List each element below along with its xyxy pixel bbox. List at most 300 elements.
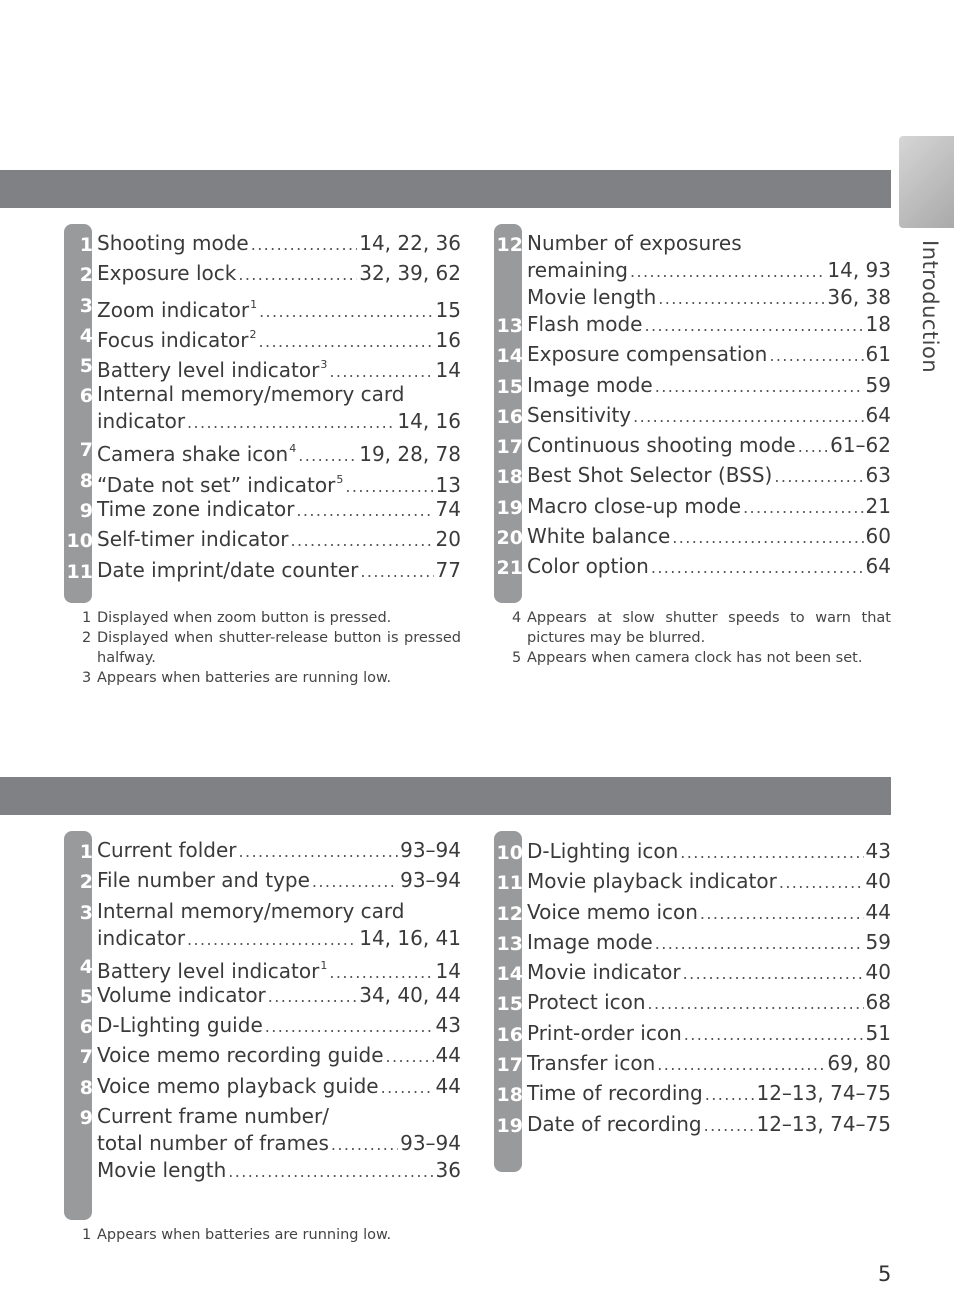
entry-label: [527, 989, 646, 1016]
legend-item: [496, 311, 891, 341]
item-number: 5: [79, 355, 93, 378]
entry-label: [97, 466, 343, 499]
footnote-marker: 4: [289, 442, 297, 456]
entry-label: [97, 925, 185, 952]
entry-line: [527, 523, 891, 550]
entry-line: [97, 351, 461, 383]
legend-item: [496, 341, 891, 371]
entry-label: [527, 899, 698, 926]
leader-dots: [743, 494, 863, 521]
leader-dots: [633, 403, 863, 430]
entry-label-text: Movie length: [97, 1158, 227, 1183]
legend-item: [496, 1080, 891, 1110]
page-reference: 34, 40, 44: [359, 982, 461, 1007]
entry-label-text: Transfer icon: [527, 1051, 656, 1076]
entry-line: [527, 1020, 891, 1047]
legend-item: [79, 381, 461, 435]
entry-line: [97, 526, 461, 553]
leader-dots: [769, 342, 863, 369]
entry-label-text: Movie playback indicator: [527, 869, 777, 894]
entry-label: [97, 557, 358, 584]
entry-label: [527, 1050, 655, 1077]
page-reference: 12–13, 74–75: [756, 1081, 891, 1106]
entry-label-text: Exposure lock: [97, 261, 237, 286]
page-reference: 43: [435, 1013, 461, 1038]
page-reference: 40: [865, 869, 891, 894]
entry-line: [97, 321, 461, 352]
entry-line: [527, 1080, 891, 1107]
entry-line: [97, 982, 461, 1009]
legend-item: [496, 462, 891, 492]
entry-label: [527, 284, 656, 311]
entry-label: [97, 321, 257, 354]
page-reference: 60: [865, 524, 891, 549]
leader-dots: [645, 312, 864, 339]
shooting-legend-left: [66, 230, 461, 587]
item-number: 1: [79, 234, 93, 256]
entry-label: [527, 523, 670, 550]
item-number: 16: [496, 1023, 523, 1046]
item-number: 16: [496, 405, 523, 428]
leader-dots: [672, 524, 863, 551]
entry-line: [527, 432, 891, 459]
page-reference: 16: [435, 327, 461, 352]
leader-dots: [238, 261, 357, 288]
playback-footnotes-left: [82, 1225, 461, 1245]
entry-label-text: D-Lighting icon: [527, 839, 679, 863]
entry-line: [527, 1050, 891, 1077]
page-reference: 12–13, 74–75: [756, 1111, 891, 1136]
entry-label-text: indicator: [97, 925, 186, 950]
entry-label-text: indicator: [97, 409, 186, 434]
legend-item: [79, 898, 461, 952]
item-number: 13: [496, 315, 523, 337]
item-number: 17: [496, 436, 523, 459]
leader-dots: [651, 554, 864, 581]
legend-item: [496, 838, 891, 868]
page-reference: 18: [865, 312, 891, 336]
leader-dots: [331, 1131, 398, 1158]
footnote-text: Appears when batteries are running low.: [97, 1227, 392, 1243]
entry-label: [97, 260, 236, 287]
entry-label-text: Time zone indicator: [97, 497, 295, 522]
shooting-footnotes-right: [512, 608, 891, 668]
page-reference: 44: [435, 1043, 461, 1068]
entry-label-text: Number of exposures: [527, 231, 742, 255]
leader-dots: [655, 373, 864, 400]
entry-label-text: Flash mode: [527, 312, 643, 336]
entry-label-text: total number of frames: [97, 1131, 329, 1156]
entry-label: [97, 291, 257, 324]
item-number: 4: [79, 955, 93, 978]
entry-label: [97, 867, 310, 894]
entry-label: [527, 553, 649, 580]
legend-item: [79, 1012, 461, 1042]
page-reference: 63: [865, 463, 891, 488]
entry-line: [97, 837, 461, 864]
entry-label: [97, 496, 294, 523]
page-reference: 64: [865, 402, 891, 427]
item-number: 5: [79, 985, 93, 1008]
entry-label: [97, 952, 327, 985]
item-number: 3: [79, 901, 93, 924]
legend-item: [496, 402, 891, 432]
entry-label: [97, 435, 296, 468]
leader-dots: [251, 231, 358, 258]
entry-label: [527, 929, 653, 956]
entry-label: [527, 402, 631, 429]
section-header-band-playback: [0, 777, 891, 815]
item-number: 6: [79, 1016, 93, 1039]
legend-item: [79, 435, 461, 467]
entry-label-text: Battery level indicator: [97, 958, 320, 983]
page-number: 5: [878, 1262, 892, 1286]
entry-label: [527, 838, 678, 865]
legend-item: [496, 929, 891, 959]
entry-label-text: Voice memo playback guide: [97, 1073, 379, 1098]
item-number: 21: [496, 557, 523, 580]
item-number: 19: [496, 1114, 523, 1137]
legend-item: [79, 351, 461, 383]
leader-dots: [680, 839, 863, 866]
page-reference: 44: [435, 1073, 461, 1098]
footnote-text: Appears when camera clock has not been set.: [527, 650, 863, 666]
entry-label: [97, 898, 404, 925]
item-number: 18: [496, 1084, 523, 1107]
playback-legend-left: [79, 837, 461, 1184]
entry-label-text: “Date not set” indicator: [97, 472, 336, 497]
entry-label: [527, 432, 796, 459]
item-number: 12: [496, 234, 523, 256]
entry-line: [97, 1012, 461, 1039]
section-tab: [899, 136, 954, 228]
page-reference: 44: [865, 899, 891, 924]
entry-line: [527, 553, 891, 580]
page-reference: 32, 39, 62: [359, 261, 461, 286]
entry-line: [97, 291, 461, 322]
leader-dots: [239, 838, 399, 865]
leader-dots: [381, 1074, 434, 1101]
entry-line: [527, 230, 891, 257]
entry-label: [527, 372, 653, 399]
leader-dots: [684, 1021, 864, 1048]
entry-label-text: Image mode: [527, 372, 653, 397]
footnote: [512, 608, 891, 648]
page-reference: 21: [865, 493, 891, 518]
entry-line: [97, 1130, 461, 1157]
leader-dots: [658, 285, 825, 312]
entry-label-text: Shooting mode: [97, 231, 249, 255]
entry-label: [97, 1157, 226, 1184]
footnote-marker: 5: [336, 472, 344, 486]
entry-line: [527, 1111, 891, 1138]
legend-item: [79, 952, 461, 983]
entry-label: [527, 341, 767, 368]
entry-label-text: Zoom indicator: [97, 297, 250, 322]
entry-label-text: Focus indicator: [97, 327, 249, 352]
entry-line: [97, 466, 461, 497]
page-reference: 20: [435, 527, 461, 552]
page-reference: 36, 38: [827, 285, 891, 309]
page-reference: 14: [435, 958, 461, 983]
page-reference: 93–94: [400, 868, 461, 893]
entry-line: [527, 341, 891, 368]
page-reference: 51: [865, 1020, 891, 1045]
legend-item: [496, 553, 891, 583]
entry-line: [97, 230, 461, 257]
leader-dots: [700, 900, 864, 927]
entry-label-text: Macro close-up mode: [527, 493, 742, 518]
leader-dots: [704, 1112, 755, 1139]
item-number: 1: [79, 841, 93, 863]
entry-line: [527, 929, 891, 956]
leader-dots: [268, 983, 357, 1010]
footnote: [82, 1225, 461, 1245]
leader-dots: [630, 258, 825, 285]
page-reference: 64: [865, 554, 891, 579]
page-reference: 40: [865, 960, 891, 985]
page-reference: 13: [435, 472, 461, 497]
item-number: 17: [496, 1054, 523, 1077]
entry-label: [97, 1012, 263, 1039]
leader-dots: [705, 1081, 755, 1108]
entry-label-text: Date of recording: [527, 1111, 702, 1136]
entry-label: [97, 1073, 379, 1100]
legend-item: [496, 432, 891, 462]
page-reference: 69, 80: [827, 1051, 891, 1076]
leader-dots: [779, 869, 864, 896]
leader-dots: [657, 1051, 825, 1078]
legend-item: [496, 230, 891, 311]
item-number: 2: [79, 264, 93, 287]
legend-item: [496, 989, 891, 1019]
legend-item: [496, 868, 891, 898]
page-reference: 15: [435, 297, 461, 322]
legend-item: [79, 260, 461, 290]
page-reference: 19, 28, 78: [359, 442, 461, 467]
section-header-band-shooting: [0, 170, 891, 208]
entry-label: [527, 257, 628, 284]
entry-line: [97, 925, 461, 952]
item-number: 10: [496, 842, 523, 864]
legend-item: [79, 867, 461, 897]
entry-label: [527, 1020, 682, 1047]
entry-line: [97, 557, 461, 584]
entry-label: [527, 230, 742, 257]
page-reference: 93–94: [400, 1131, 461, 1156]
entry-label-text: D-Lighting guide: [97, 1013, 263, 1038]
entry-label-text: Voice memo icon: [527, 899, 698, 924]
legend-item: [496, 1050, 891, 1080]
entry-label-text: File number and type: [97, 868, 310, 893]
item-number: 11: [496, 872, 523, 895]
item-number: 14: [496, 963, 523, 986]
legend-item: [496, 493, 891, 523]
entry-line: [97, 496, 461, 523]
footnote: [82, 668, 461, 688]
footnote-number: 1: [82, 610, 92, 626]
legend-item: [79, 496, 461, 526]
legend-item: [66, 557, 461, 587]
page-reference: 93–94: [400, 838, 461, 862]
legend-item: [66, 526, 461, 556]
leader-dots: [312, 868, 398, 895]
entry-label-text: Print-order icon: [527, 1020, 682, 1045]
footnote-number: 3: [82, 670, 92, 686]
entry-line: [527, 493, 891, 520]
entry-label-text: Sensitivity: [527, 402, 632, 427]
entry-line: [527, 372, 891, 399]
item-number: 15: [496, 993, 523, 1016]
entry-label: [97, 982, 266, 1009]
entry-label: [527, 1111, 702, 1138]
entry-line: [97, 260, 461, 287]
entry-label-text: Camera shake icon: [97, 442, 289, 467]
playback-legend-right: [496, 838, 891, 1141]
entry-label-text: Internal memory/memory card: [97, 382, 405, 407]
entry-label-text: Movie length: [527, 285, 657, 309]
item-number: 11: [66, 560, 93, 583]
item-number: 10: [66, 530, 93, 553]
entry-label-text: Image mode: [527, 929, 653, 954]
legend-item: [79, 1042, 461, 1072]
page-reference: 61: [865, 342, 891, 367]
footnote-text: Displayed when zoom button is pressed.: [97, 610, 392, 626]
entry-line: [527, 899, 891, 926]
entry-line: [527, 284, 891, 311]
legend-item: [79, 1073, 461, 1103]
legend-item: [79, 291, 461, 322]
page-reference: 14, 93: [827, 258, 891, 282]
entry-label-text: Color option: [527, 554, 649, 579]
legend-item: [79, 321, 461, 352]
item-number: 8: [79, 469, 93, 492]
entry-line: [527, 462, 891, 489]
entry-label: [97, 837, 237, 864]
leader-dots: [655, 930, 864, 957]
entry-label-text: Battery level indicator: [97, 358, 320, 383]
shooting-footnotes-left: [82, 608, 461, 688]
item-number: 19: [496, 496, 523, 519]
entry-line: [527, 959, 891, 986]
entry-label-text: Current frame number/: [97, 1104, 329, 1129]
entry-line: [97, 898, 461, 925]
entry-label: [97, 351, 327, 384]
entry-label: [97, 526, 289, 553]
footnote: [512, 648, 891, 668]
entry-label-text: Voice memo recording guide: [97, 1043, 384, 1068]
legend-item: [496, 372, 891, 402]
item-number: 14: [496, 345, 523, 368]
entry-label: [97, 230, 249, 257]
legend-item: [79, 837, 461, 867]
entry-label-text: Continuous shooting mode: [527, 433, 796, 458]
legend-item: [496, 899, 891, 929]
entry-label-text: Time of recording: [527, 1081, 703, 1106]
entry-line: [527, 868, 891, 895]
leader-dots: [265, 1013, 434, 1040]
entry-line: [527, 402, 891, 429]
entry-label-text: Self-timer indicator: [97, 527, 289, 552]
entry-label: [527, 311, 643, 338]
item-number: 3: [79, 294, 93, 317]
entry-line: [97, 1042, 461, 1069]
entry-label-text: Protect icon: [527, 990, 646, 1015]
page-reference: 14, 22, 36: [359, 231, 461, 255]
page-reference: 59: [865, 372, 891, 397]
legend-item: [496, 959, 891, 989]
footnote-marker: 3: [320, 358, 328, 372]
entry-label: [527, 1080, 703, 1107]
entry-line: [527, 989, 891, 1016]
leader-dots: [774, 463, 863, 490]
legend-item: [79, 466, 461, 497]
leader-dots: [187, 926, 357, 953]
legend-item: [79, 1103, 461, 1184]
leader-dots: [360, 558, 433, 585]
item-number: 9: [79, 1107, 93, 1130]
shooting-legend-right: [496, 230, 891, 584]
legend-item: [496, 523, 891, 553]
footnote-number: 5: [512, 650, 522, 666]
item-number: 18: [496, 466, 523, 489]
page-reference: 59: [865, 929, 891, 954]
footnote-text: Appears at slow shutter speeds to warn that pictures may be blurred.: [527, 610, 891, 646]
footnote-number: 1: [82, 1227, 92, 1243]
page-reference: 77: [435, 557, 461, 582]
footnote: [82, 628, 461, 668]
footnote-marker: 1: [320, 958, 328, 972]
entry-line: [97, 867, 461, 894]
item-number: 13: [496, 932, 523, 955]
legend-item: [496, 1111, 891, 1141]
entry-label-text: Best Shot Selector (BSS): [527, 463, 773, 488]
entry-label: [527, 959, 681, 986]
item-number: 15: [496, 375, 523, 398]
footnote-number: 4: [512, 610, 522, 626]
entry-label-text: Internal memory/memory card: [97, 898, 405, 923]
footnote-marker: 1: [250, 297, 258, 311]
item-number: 20: [496, 527, 523, 550]
entry-label-text: Current folder: [97, 838, 237, 862]
entry-label-text: Movie indicator: [527, 960, 681, 985]
entry-line: [97, 1103, 461, 1130]
page-reference: 14, 16: [397, 409, 461, 434]
page-reference: 61–62: [830, 433, 891, 458]
item-number: 7: [79, 439, 93, 462]
entry-label-text: Date imprint/date counter: [97, 557, 359, 582]
leader-dots: [187, 409, 395, 436]
legend-item: [496, 1020, 891, 1050]
leader-dots: [798, 433, 828, 460]
page-reference: 43: [865, 839, 891, 863]
page-reference: 74: [435, 497, 461, 522]
entry-line: [527, 257, 891, 284]
entry-line: [97, 408, 461, 435]
entry-line: [97, 1157, 461, 1184]
entry-label-text: Volume indicator: [97, 982, 266, 1007]
leader-dots: [648, 990, 864, 1017]
entry-label-text: White balance: [527, 524, 671, 549]
entry-line: [97, 381, 461, 408]
entry-label: [97, 381, 404, 408]
entry-label: [97, 1042, 384, 1069]
entry-label: [527, 868, 777, 895]
page-reference: 14: [435, 358, 461, 383]
entry-label-text: remaining: [527, 258, 628, 282]
leader-dots: [683, 960, 864, 987]
footnote-number: 2: [82, 630, 92, 646]
